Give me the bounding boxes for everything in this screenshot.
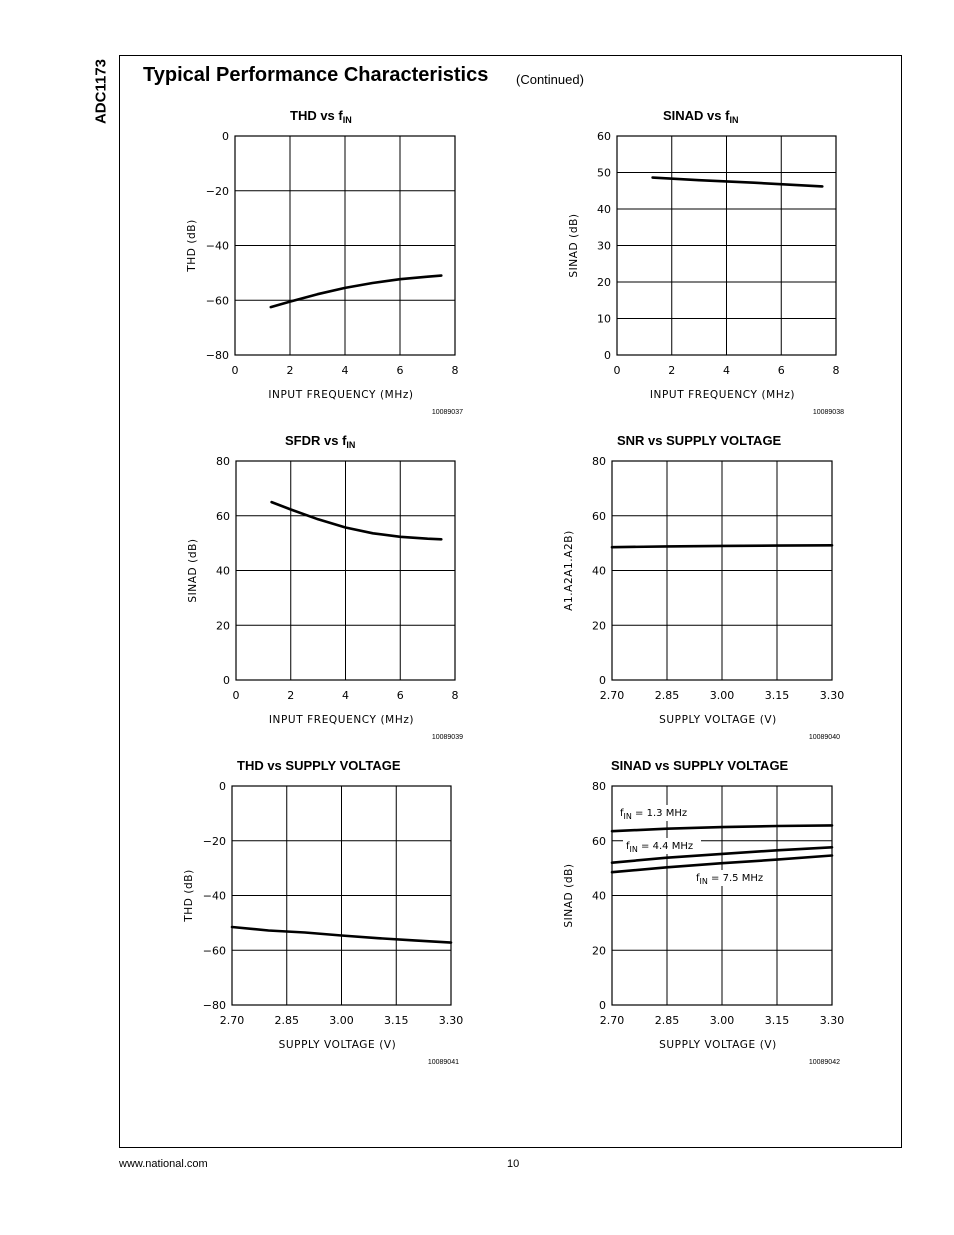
x-tick-label: 6	[777, 364, 785, 377]
side-part-number-text: ADC1173	[92, 58, 110, 125]
series-label-value: = 4.4 MHz	[637, 841, 694, 852]
x-tick-label: 2	[286, 364, 294, 377]
series-label-value: = 7.5 MHz	[707, 873, 764, 884]
chart-title	[663, 108, 738, 125]
y-tick-label: 0	[223, 674, 230, 687]
y-axis-label: SINAD (dB)	[563, 863, 575, 928]
series-line	[653, 178, 823, 187]
chart-title-subscript: IN	[342, 115, 352, 125]
y-tick-label: 40	[592, 564, 606, 578]
chart-title	[237, 758, 401, 773]
figure-number: 10089038	[812, 409, 844, 416]
x-tick-label: 2.85	[274, 1014, 299, 1027]
x-tick-label: 3.30	[819, 689, 845, 702]
figure-number: 10089042	[808, 1059, 840, 1066]
x-tick-label: 3.00	[329, 1014, 354, 1027]
y-axis-label: SINAD (dB)	[187, 538, 199, 603]
chart-title-main: SINAD vs f	[663, 108, 730, 123]
x-tick-label: 0	[231, 364, 239, 377]
x-tick-label: 4	[342, 689, 349, 702]
y-tick-label: 40	[216, 564, 230, 578]
x-tick-label: 3.00	[709, 689, 735, 702]
y-tick-label: 40	[597, 203, 611, 216]
footer-page-number: 10	[507, 1158, 520, 1170]
x-tick-label: 2.70	[219, 1014, 245, 1027]
x-axis-label: INPUT FREQUENCY (MHz)	[649, 389, 796, 401]
y-tick-label: 80	[216, 455, 230, 468]
y-tick-label: −40	[202, 889, 226, 903]
y-tick-label: 60	[216, 509, 230, 523]
figure-number: 10089041	[427, 1059, 459, 1066]
y-tick-label: 80	[592, 780, 606, 793]
chart-title-main: SNR vs SUPPLY VOLTAGE	[617, 433, 782, 448]
chart-snr-vs-supply-voltage	[520, 425, 860, 750]
page-subtitle: (Continued)	[516, 72, 584, 87]
series-label-prefix: f	[696, 873, 700, 884]
series-label-subscript: IN	[699, 877, 708, 886]
x-tick-label: 2.85	[654, 1014, 680, 1027]
y-tick-label: 80	[592, 455, 606, 468]
y-tick-label: 60	[597, 130, 611, 143]
chart-title	[285, 433, 355, 450]
chart-title-main: THD vs SUPPLY VOLTAGE	[237, 758, 401, 773]
chart-title	[617, 433, 782, 448]
y-tick-label: 0	[599, 674, 606, 687]
chart-title-subscript: IN	[346, 440, 356, 450]
figure-number: 10089037	[431, 409, 463, 416]
series-line	[272, 502, 442, 539]
x-axis-label: SUPPLY VOLTAGE (V)	[278, 1039, 397, 1051]
x-tick-label: 4	[723, 364, 730, 377]
x-tick-label: 3.30	[438, 1014, 464, 1027]
chart-thd-vs-fin	[140, 100, 480, 425]
y-tick-label: 10	[597, 312, 611, 326]
y-tick-label: 20	[597, 276, 611, 289]
y-tick-label: −80	[202, 999, 226, 1012]
y-tick-label: −60	[205, 294, 229, 308]
chart-thd-vs-supply-voltage	[140, 750, 480, 1075]
chart-sfdr-vs-fin	[140, 425, 480, 750]
x-tick-label: 3.30	[819, 1014, 845, 1027]
x-tick-label: 2.70	[599, 1014, 625, 1027]
chart-sinad-vs-supply-voltage	[520, 750, 860, 1075]
figure-number: 10089040	[808, 734, 840, 741]
chart-sinad-vs-fin	[520, 100, 860, 425]
chart-title	[290, 108, 352, 125]
x-tick-label: 6	[396, 364, 404, 377]
y-tick-label: 30	[597, 239, 611, 253]
x-axis-label: SUPPLY VOLTAGE (V)	[659, 714, 777, 726]
x-axis-label: INPUT FREQUENCY (MHz)	[268, 389, 414, 401]
y-axis-label: A1.A2A1.A2B)	[563, 530, 575, 611]
x-tick-label: 6	[396, 689, 404, 702]
y-tick-label: 50	[597, 166, 611, 180]
x-axis-label: SUPPLY VOLTAGE (V)	[659, 1039, 777, 1051]
y-tick-label: 0	[604, 349, 611, 362]
series-label-subscript: IN	[629, 845, 638, 854]
chart-title	[611, 758, 789, 773]
y-tick-label: 0	[219, 780, 226, 793]
series-line	[271, 276, 442, 308]
x-tick-label: 8	[451, 364, 459, 377]
y-tick-label: 0	[599, 999, 606, 1012]
y-tick-label: 60	[592, 834, 606, 848]
series-line	[612, 545, 832, 547]
y-tick-label: −60	[202, 944, 226, 958]
y-axis-label: THD (dB)	[186, 219, 198, 272]
x-tick-label: 8	[451, 689, 459, 702]
x-tick-label: 3.00	[709, 1014, 735, 1027]
series-label-subscript: IN	[623, 812, 632, 821]
chart-title-main: SINAD vs SUPPLY VOLTAGE	[611, 758, 789, 773]
y-tick-label: 20	[592, 944, 606, 958]
series-label-value: = 1.3 MHz	[631, 808, 688, 819]
x-tick-label: 0	[613, 364, 621, 377]
y-tick-label: 20	[592, 619, 606, 633]
x-tick-label: 2.85	[654, 689, 680, 702]
series-label-prefix: f	[626, 841, 630, 852]
y-axis-label: SINAD (dB)	[568, 213, 580, 278]
x-tick-label: 3.15	[764, 689, 790, 702]
y-tick-label: 20	[216, 619, 230, 633]
series-label-prefix: f	[620, 808, 624, 819]
y-tick-label: 0	[222, 130, 229, 143]
y-tick-label: −80	[205, 349, 229, 362]
x-tick-label: 3.15	[764, 1014, 790, 1027]
chart-title-main: SFDR vs f	[285, 433, 347, 448]
page-title: Typical Performance Characteristics	[143, 64, 489, 86]
x-tick-label: 2	[287, 689, 295, 702]
figure-number: 10089039	[431, 734, 463, 741]
x-tick-label: 0	[232, 689, 240, 702]
chart-title-main: THD vs f	[290, 108, 343, 123]
x-tick-label: 4	[341, 364, 349, 377]
x-tick-label: 2	[668, 364, 676, 377]
y-tick-label: −20	[205, 184, 229, 198]
footer-website: www.national.com	[119, 1158, 208, 1170]
y-axis-label: THD (dB)	[183, 869, 195, 922]
x-axis-label: INPUT FREQUENCY (MHz)	[268, 714, 415, 726]
x-tick-label: 3.15	[384, 1014, 409, 1027]
y-tick-label: 60	[592, 509, 606, 523]
side-part-number	[86, 55, 116, 135]
y-tick-label: 40	[592, 889, 606, 903]
y-tick-label: −20	[202, 834, 226, 848]
y-tick-label: −40	[205, 239, 229, 253]
chart-title-subscript: IN	[729, 115, 739, 125]
x-tick-label: 8	[832, 364, 840, 377]
x-tick-label: 2.70	[599, 689, 625, 702]
